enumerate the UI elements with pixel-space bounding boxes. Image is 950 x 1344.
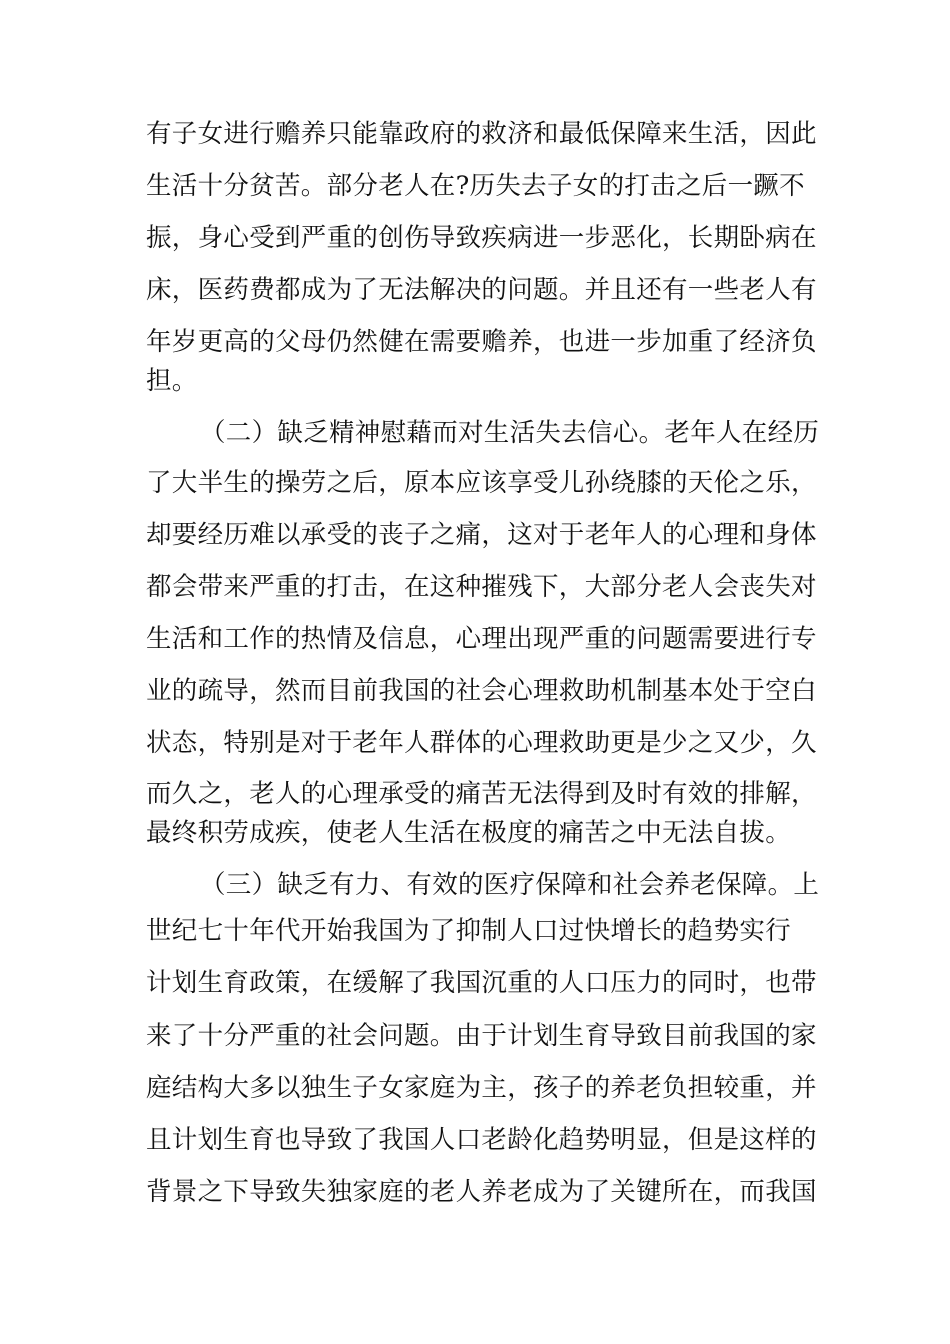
text-line: 了大半生的操劳之后，原本应该享受儿孙绕膝的天伦之乐， xyxy=(146,468,817,498)
text-line: 生活十分贫苦。部分老人在?历失去子女的打击之后一蹶不 xyxy=(146,171,805,201)
text-line: 年岁更高的父母仍然健在需要赡养，也进一步加重了经济负 xyxy=(146,327,817,357)
text-line: 担。 xyxy=(146,366,198,396)
text-line: 最终积劳成疾，使老人生活在极度的痛苦之中无法自拔。 xyxy=(146,818,792,848)
text-line: 振，身心受到严重的创伤导致疾病进一步恶化，长期卧病在 xyxy=(146,223,817,253)
text-line: 有子女进行赡养只能靠政府的救济和最低保障来生活，因此 xyxy=(146,119,817,149)
text-line: 来了十分严重的社会问题。由于计划生育导致目前我国的家 xyxy=(146,1021,817,1051)
text-line: 业的疏导，然而目前我国的社会心理救助机制基本处于空白 xyxy=(146,676,817,706)
text-line: 生活和工作的热情及信息，心理出现严重的问题需要进行专 xyxy=(146,624,817,654)
text-line: 床，医药费都成为了无法解决的问题。并且还有一些老人有 xyxy=(146,275,817,305)
text-line: 状态，特别是对于老年人群体的心理救助更是少之又少，久 xyxy=(146,728,817,758)
section-heading-line: （三）缺乏有力、有效的医疗保障和社会养老保障。上 xyxy=(200,870,820,900)
text-line: 却要经历难以承受的丧子之痛，这对于老年人的心理和身体 xyxy=(146,520,817,550)
text-line: 庭结构大多以独生子女家庭为主，孩子的养老负担较重，并 xyxy=(146,1073,817,1103)
text-line: 世纪七十年代开始我国为了抑制人口过快增长的趋势实行 xyxy=(146,916,792,946)
section-heading-line: （二）缺乏精神慰藉而对生活失去信心。老年人在经历 xyxy=(200,418,820,448)
text-line: 背景之下导致失独家庭的老人养老成为了关键所在，而我国 xyxy=(146,1177,817,1207)
text-line: 计划生育政策，在缓解了我国沉重的人口压力的同时，也带 xyxy=(146,968,817,998)
text-line: 都会带来严重的打击，在这种摧残下，大部分老人会丧失对 xyxy=(146,572,817,602)
text-line: 且计划生育也导致了我国人口老龄化趋势明显，但是这样的 xyxy=(146,1125,817,1155)
text-line: 而久之，老人的心理承受的痛苦无法得到及时有效的排解， xyxy=(146,779,817,809)
